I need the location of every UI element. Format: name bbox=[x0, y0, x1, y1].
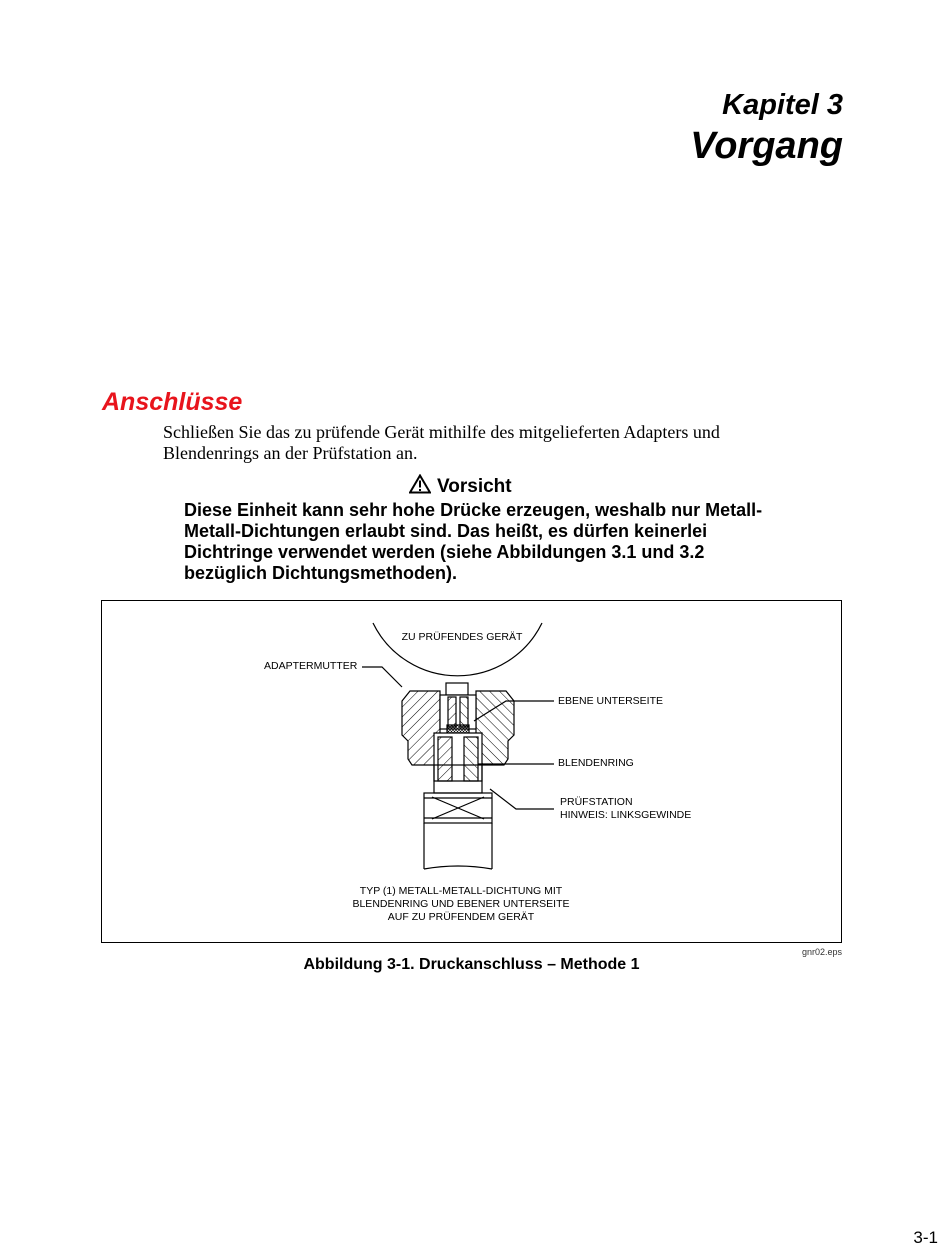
figure-caption: Abbildung 3-1. Druckanschluss – Methode 1 bbox=[303, 956, 640, 973]
figure-file-tag: gnr02.eps bbox=[801, 947, 842, 957]
label-type-line-1: TYP (1) METALL-METALL-DICHTUNG MIT bbox=[359, 885, 563, 897]
figure-pressure-connection bbox=[101, 600, 842, 943]
label-type-line-3: AUF ZU PRÜFENDEM GERÄT bbox=[387, 911, 535, 923]
label-device-under-test: ZU PRÜFENDES GERÄT bbox=[401, 631, 523, 643]
label-test-station: PRÜFSTATION bbox=[560, 796, 633, 808]
label-orifice-ring: BLENDENRING bbox=[558, 757, 634, 769]
warning-triangle-icon bbox=[409, 474, 431, 500]
chapter-label: Kapitel 3 bbox=[722, 89, 843, 121]
caution-heading-label: Vorsicht bbox=[437, 476, 512, 497]
section-body-text: Schließen Sie das zu prüfende Gerät mithilfe des mitgelieferten Adapters und Blendenrings an der Prüfstation an. bbox=[163, 422, 720, 463]
caution-text: Diese Einheit kann sehr hohe Drücke erzeugen, weshalb nur Metall-Metall-Dichtungen erlaubt sind. Das heißt, es dürfen keinerlei Dichtringe verwendet werden (siehe Abbildungen 3.1 und 3.2 bezüglich Dichtungsmethoden). bbox=[184, 500, 763, 583]
caution-heading bbox=[409, 474, 512, 500]
label-adapter-nut: ADAPTERMUTTER bbox=[264, 660, 358, 672]
chapter-heading bbox=[690, 86, 843, 168]
label-type-line-2: BLENDENRING UND EBENER UNTERSEITE bbox=[352, 898, 570, 910]
page-number: 3-1 bbox=[913, 1228, 938, 1247]
label-flat-bottom: EBENE UNTERSEITE bbox=[558, 695, 664, 707]
chapter-title: Vorgang bbox=[690, 125, 843, 167]
section-title: Anschlüsse bbox=[102, 388, 243, 416]
label-left-thread-note: HINWEIS: LINKSGEWINDE bbox=[560, 809, 692, 821]
